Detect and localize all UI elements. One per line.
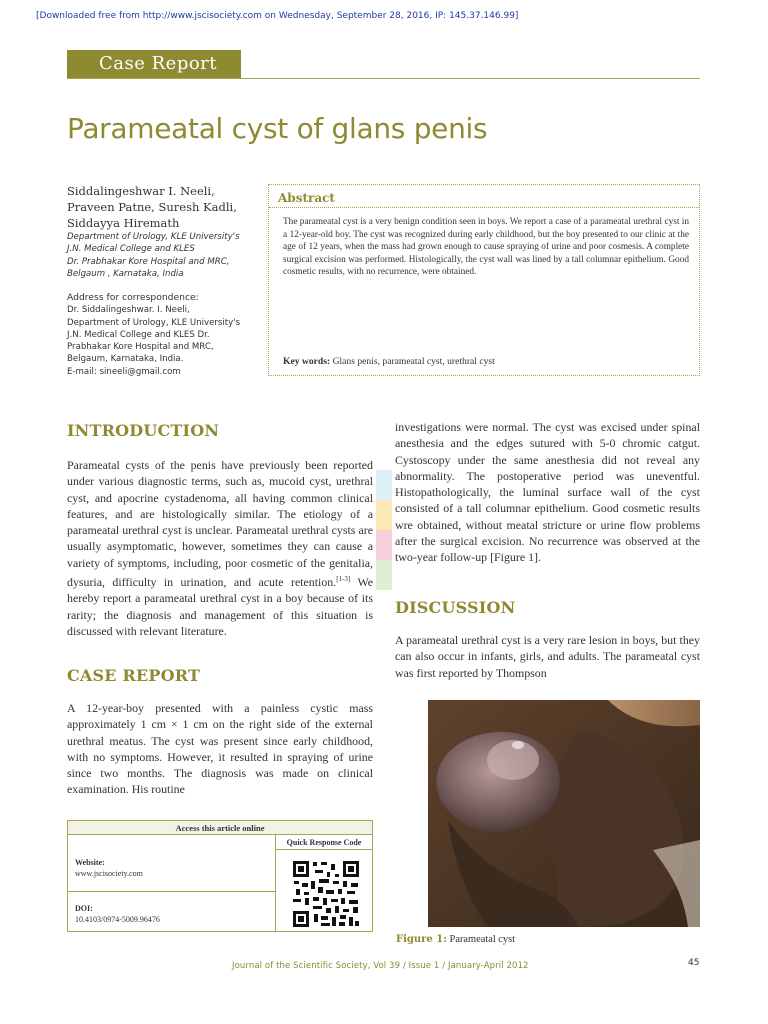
- access-box-header: Access this article online: [68, 821, 372, 835]
- section-tab: Case Report: [67, 50, 241, 78]
- header-rule: [241, 78, 700, 79]
- correspondence-line: J.N. Medical College and KLES Dr.: [67, 329, 210, 340]
- article-title: Parameatal cyst of glans penis: [67, 112, 488, 145]
- figure-label: Figure 1:: [396, 934, 447, 945]
- case-report-heading: CASE REPORT: [67, 666, 201, 685]
- correspondence-line: Department of Urology, KLE University's: [67, 317, 241, 328]
- discussion-heading: DISCUSSION: [395, 598, 516, 617]
- author-line: Siddalingeshwar I. Neeli,: [67, 184, 215, 198]
- affiliation-line: Department of Urology, KLE University's: [67, 232, 240, 242]
- introduction-heading: INTRODUCTION: [67, 421, 220, 440]
- correspondence-label: Address for correspondence:: [67, 292, 199, 303]
- doi-value[interactable]: 10.4103/0974-5009.96476: [75, 915, 160, 924]
- author-line: Siddayya Hiremath: [67, 216, 180, 230]
- discussion-text: A parameatal urethral cyst is a very rare lesion in boys, but they can also occur in infants, girls, and adults. The parameatal cyst was first reported by Thompson: [395, 633, 700, 680]
- figure-caption-text: Parameatal cyst: [449, 934, 516, 945]
- qr-cell: [275, 850, 372, 931]
- correspondence-email[interactable]: E-mail: sineeli@gmail.com: [67, 366, 181, 377]
- introduction-text-a: Parameatal cysts of the penis have previously been reported under various diagnostic terms, such as, mucoid cyst, urethral cyst, and apocrine cystadenoma, all having common clinical features, and are histologically similar. The etiology of a parameatal urethral cyst is unclear. Parameatal urethral cysts are usually asymptomatic, however, sometimes they can cause a variety of symptoms, including, poor cosmetic of the genitalia, dysuria, difficulty in urination, and acute retention.: [67, 458, 373, 590]
- correspondence-line: Prabhakar Kore Hospital and MRC,: [67, 342, 214, 353]
- keywords-label: Key words:: [283, 356, 331, 367]
- header-rule-left: [67, 78, 241, 79]
- website-link[interactable]: www.jscisociety.com: [75, 869, 143, 878]
- qr-code-label: Quick Response Code: [275, 835, 372, 850]
- download-note: [Downloaded free from http://www.jscisociety.com on Wednesday, September 28, 2016, IP: 145.37.146.99]: [36, 11, 519, 21]
- affiliation-line: Dr. Prabhakar Kore Hospital and MRC,: [67, 256, 230, 267]
- affiliation: [67, 231, 267, 280]
- watermark-logo: [376, 470, 392, 590]
- website-row: [68, 850, 275, 892]
- access-article-box: [67, 820, 373, 932]
- footer-journal: Journal of the Scientific Society, Vol 39 / Issue 1 / January-April 2012: [232, 961, 529, 971]
- qr-code-icon[interactable]: [291, 859, 361, 929]
- introduction-text: [67, 457, 373, 639]
- figure-caption: [396, 934, 515, 945]
- abstract-text: The parameatal cyst is a very benign condition seen in boys. We report a case of a parameatal urethral cyst in a 12-year-old boy. The cyst was recognized during early childhood, but the boy presented to our clinic at the age of 12 years, when the mass had grown enough to cause spraying of urine and poor cosmesis. A complete surgical excision was performed. Histologically, the cyst wall was lined by a tall columnar epithelium. Good cosmetic results, with no recurrence, were obtained.: [283, 217, 689, 278]
- keywords: [283, 356, 495, 367]
- author-line: Praveen Patne, Suresh Kadli,: [67, 200, 237, 214]
- correspondence-line: Belgaum, Karnataka, India.: [67, 354, 184, 365]
- authors: [67, 183, 267, 231]
- abstract-title: Abstract: [278, 191, 335, 205]
- introduction-text-b: We hereby report a parameatal urethral cyst in a boy because of its rarity; the diagnosis and management of this situation is discussed with relevant literature.: [67, 575, 373, 638]
- doi-row: [68, 892, 275, 931]
- clinical-photo-illustration: [428, 700, 700, 927]
- correspondence-line: Dr. Siddalingeshwar. I. Neeli,: [67, 305, 190, 316]
- website-label: Website:: [75, 858, 105, 867]
- affiliation-line: J.N. Medical College and KLES: [67, 244, 195, 255]
- page-number: 45: [688, 958, 700, 968]
- keywords-list: Glans penis, parameatal cyst, urethral cyst: [332, 356, 495, 367]
- continuation-text: investigations were normal. The cyst was excised under spinal anesthesia and the edges sutured with 5-0 chromic catgut. Cystoscopy under the same anesthesia did not reveal any abnormality. The postoperative period was uneventful. Histopathologically, the luminal surface wall of the cyst consisted of a tall columnar epithelium. Good cosmetic results wre obtained, without meatal stricture or urine flow problems after the surgical excision. No recurrence was observed at the two-year follow-up [Figure 1].: [395, 420, 700, 565]
- abstract-divider: [269, 207, 699, 208]
- correspondence-address: [67, 292, 267, 378]
- citation-marker[interactable]: [1-3]: [336, 575, 351, 584]
- abstract-box: [268, 184, 700, 376]
- affiliation-line: Belgaum , Karnataka, India: [67, 268, 184, 279]
- case-report-text: A 12-year-boy presented with a painless cystic mass approximately 1 cm × 1 cm on the right side of the external urethral meatus. The cyst was present since early childhood, with no symptoms. However, it resulted in spraying of urine since two months. The diagnosis was made on clinical examination. His routine: [67, 701, 373, 797]
- figure-1-photo: [428, 700, 700, 927]
- doi-label: DOI:: [75, 904, 93, 913]
